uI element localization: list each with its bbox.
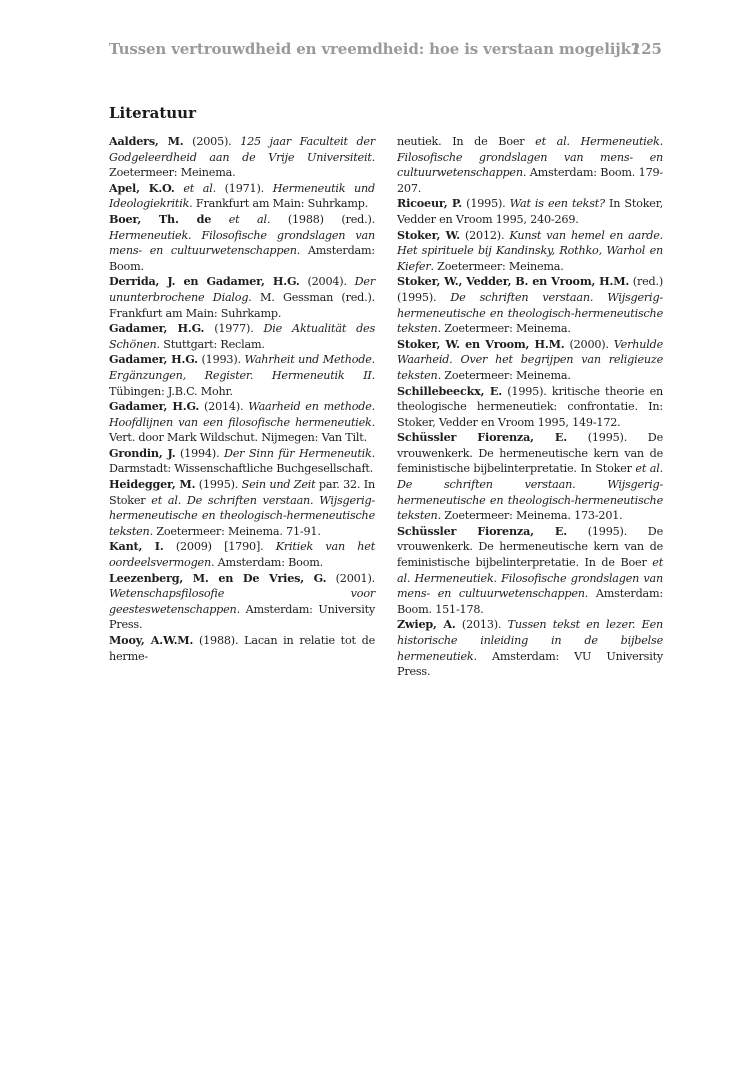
entry-text: (2001).: [326, 571, 375, 585]
bibliography-entry: [109, 571, 375, 633]
bibliography-entry: [109, 477, 375, 539]
entry-text: . Zoetermeer: Meinema. 173-201.: [437, 509, 623, 523]
entry-title: Verhulde Waarheid. Over het begrijpen van religieuze teksten: [397, 337, 663, 382]
entry-title: Der ununterbrochene Dialog: [109, 275, 375, 304]
running-title: Tussen vertrouwdheid en vreemdheid: hoe is verstaan mogelijk?: [109, 40, 640, 58]
entry-author: Grondin, J.: [109, 445, 176, 460]
entry-text: par. 32. In Stoker: [109, 478, 375, 507]
entry-text: . Darmstadt: Wissenschaftliche Buchgesellschaft.: [109, 446, 375, 476]
entry-title: Wahrheit und Methode. Ergänzungen, Register. Hermeneutik II: [109, 353, 376, 382]
entry-author: Kant, I.: [109, 539, 164, 554]
entry-text: . Amsterdam: University Press.: [109, 602, 375, 632]
entry-title: Hermeneutiek. Filosofische grondslagen van mens- en cultuurwetenschappen: [109, 228, 375, 258]
entry-text: (1995). kritische theorie en theologische hermeneutiek: confrontatie. In: Stoker, Vedder en Vroom 1995, 149-172.: [397, 384, 663, 429]
bibliography-left-column: [109, 134, 375, 664]
entry-author: Heidegger, M.: [109, 477, 196, 492]
page-number: 125: [630, 40, 662, 58]
bibliography-entry: [397, 196, 663, 227]
entry-text: (2000).: [564, 337, 614, 351]
entry-title: et al. Hermeneutiek. Filosofische grondslagen van mens- en cultuurwetenschappen: [397, 135, 663, 180]
bibliography-entry: [109, 352, 375, 399]
bibliography-entry: [109, 134, 375, 181]
entry-author: Leezenberg, M. en De Vries, G.: [109, 570, 327, 585]
bibliography-entry: [397, 228, 663, 275]
entry-title: Kunst van hemel en aarde. Het spirituele bij Kandinsky, Rothko, Warhol en Kiefer: [397, 228, 663, 273]
entry-text: . Amsterdam: Boom. 179-207.: [397, 166, 663, 195]
entry-text: (red.) (1995).: [397, 275, 663, 304]
bibliography-entry: [109, 399, 375, 446]
entry-title: et al. Hermeneutiek. Filosofische grondslagen van mens- en cultuurwetenschappen: [397, 556, 663, 601]
entry-title: De schriften verstaan. Wijsgerig-hermeneutische en theologisch-hermeneutische teksten: [397, 290, 663, 336]
entry-title: Hermeneutik und Ideologiekritik: [109, 181, 376, 211]
entry-author: Stoker, W.: [397, 227, 460, 242]
entry-author: Zwiep, A.: [397, 617, 456, 632]
entry-text: [211, 213, 229, 226]
bibliography-entry: [397, 617, 663, 679]
entry-title: et al.: [228, 212, 271, 226]
entry-text: (1995).: [462, 197, 510, 211]
entry-title: Waarheid en methode. Hoofdlijnen van een filosofische hermeneutiek: [109, 400, 375, 429]
entry-text: . M. Gessman (red.). Frankfurt am Main: Suhrkamp.: [109, 290, 376, 320]
bibliography-entry: [109, 633, 375, 664]
entry-text: (2012).: [459, 228, 510, 242]
entry-text: (1993).: [197, 353, 245, 367]
bibliography-entry: [397, 524, 663, 618]
bibliography-entry: [109, 212, 375, 274]
entry-text: (2004).: [299, 275, 355, 289]
entry-text: . Stuttgart: Reclam.: [156, 337, 265, 351]
entry-text: (1971).: [215, 181, 273, 195]
entry-text: (2013).: [455, 618, 508, 632]
entry-text: (2009) [1790].: [163, 540, 276, 554]
entry-title: 125 jaar Faculteit der Godgeleerdheid aan de Vrije Universiteit: [109, 135, 375, 164]
entry-text: (1994).: [175, 446, 224, 460]
entry-author: Gadamer, H.G.: [109, 321, 205, 336]
entry-author: Boer, Th. de: [109, 211, 212, 226]
bibliography-entry: [109, 446, 375, 477]
bibliography-entry: [397, 384, 663, 431]
entry-title: Der Sinn für Hermeneutik: [223, 446, 372, 460]
entry-author: Ricoeur, P.: [397, 196, 462, 211]
bibliography-entry: [397, 274, 663, 336]
entry-text: . Amsterdam: VU University Press.: [397, 649, 663, 679]
entry-text: (1995). De vrouwenkerk. De hermeneutische kern van de feministische bijbelinterpretatie. In Stoker: [397, 431, 663, 476]
bibliography-entry: [109, 181, 375, 212]
entry-title: Sein und Zeit: [241, 478, 316, 492]
entry-text: (1995).: [195, 478, 242, 492]
entry-author: Stoker, W. en Vroom, H.M.: [397, 336, 565, 351]
entry-author: Schillebeeckx, E.: [397, 383, 502, 398]
entry-text: (2005).: [183, 135, 241, 148]
entry-title: et al. De schriften verstaan. Wijsgerig-hermeneutische en theologisch-hermeneutische teksten: [397, 462, 663, 523]
bibliography-entry: [397, 337, 663, 384]
entry-text: . Tübingen: J.B.C. Mohr.: [109, 368, 375, 398]
entry-text: (1988). Lacan in relatie tot de herme-: [109, 634, 375, 663]
entry-author: Schüssler Fiorenza, E.: [397, 430, 567, 445]
entry-author: Apel, K.O.: [109, 180, 175, 195]
bibliography-entry: [397, 134, 663, 196]
entry-text: . Vert. door Mark Wildschut. Nijmegen: Van Tilt.: [109, 415, 375, 445]
entry-author: Gadamer, H.G.: [109, 399, 200, 414]
entry-text: (1988) (red.).: [270, 212, 376, 226]
entry-text: . Amsterdam: Boom.: [210, 556, 323, 570]
bibliography-entry: [109, 321, 375, 352]
entry-title: Wat is een tekst?: [509, 197, 605, 211]
entry-author: Schüssler Fiorenza, E.: [397, 523, 567, 538]
bibliography-entry: [397, 430, 663, 524]
entry-author: Stoker, W., Vedder, B. en Vroom, H.M.: [397, 274, 630, 289]
entry-text: [175, 182, 184, 195]
entry-title: Kritiek van het oordeelsvermogen: [109, 540, 375, 570]
entry-text: . Zoetermeer: Meinema.: [109, 150, 375, 180]
entry-title: Wetenschapsfilosofie voor geesteswetenschappen: [109, 587, 375, 616]
entry-author: Derrida, J. en Gadamer, H.G.: [109, 274, 300, 289]
entry-text: In Stoker, Vedder en Vroom 1995, 240-269.: [397, 197, 663, 226]
entry-text: neutiek. In de Boer: [397, 135, 536, 148]
entry-text: (1977).: [204, 322, 264, 336]
entry-text: . Zoetermeer: Meinema.: [430, 259, 564, 273]
bibliography-right-column: [397, 134, 663, 680]
entry-text: . Zoetermeer: Meinema. 71-91.: [149, 524, 321, 538]
entry-title: et al. De schriften verstaan. Wijsgerig-hermeneutische en theologisch-hermeneutische teksten: [109, 493, 375, 538]
entry-text: (2014).: [199, 400, 249, 414]
entry-title: Die Aktualität des Schönen: [109, 322, 375, 351]
entry-author: Gadamer, H.G.: [109, 352, 198, 367]
entry-text: . Amsterdam: Boom.: [109, 244, 375, 273]
bibliography-entry: [109, 539, 375, 570]
entry-text: . Zoetermeer: Meinema.: [437, 322, 571, 336]
entry-text: . Amsterdam: Boom. 151-178.: [397, 587, 663, 616]
bibliography-entry: [109, 274, 375, 321]
entry-author: Aalders, M.: [109, 134, 184, 148]
entry-title: et al.: [183, 181, 216, 195]
entry-text: . Frankfurt am Main: Suhrkamp.: [189, 197, 369, 211]
entry-author: Mooy, A.W.M.: [109, 633, 194, 647]
entry-text: . Zoetermeer: Meinema.: [437, 368, 571, 382]
section-title: Literatuur: [109, 104, 196, 122]
entry-title: Tussen tekst en lezer. Een historische inleiding in de bijbelse hermeneutiek: [397, 618, 663, 663]
entry-text: (1995). De vrouwenkerk. De hermeneutische kern van de feministische bijbelinterpretatie. In de Boer: [397, 524, 663, 570]
